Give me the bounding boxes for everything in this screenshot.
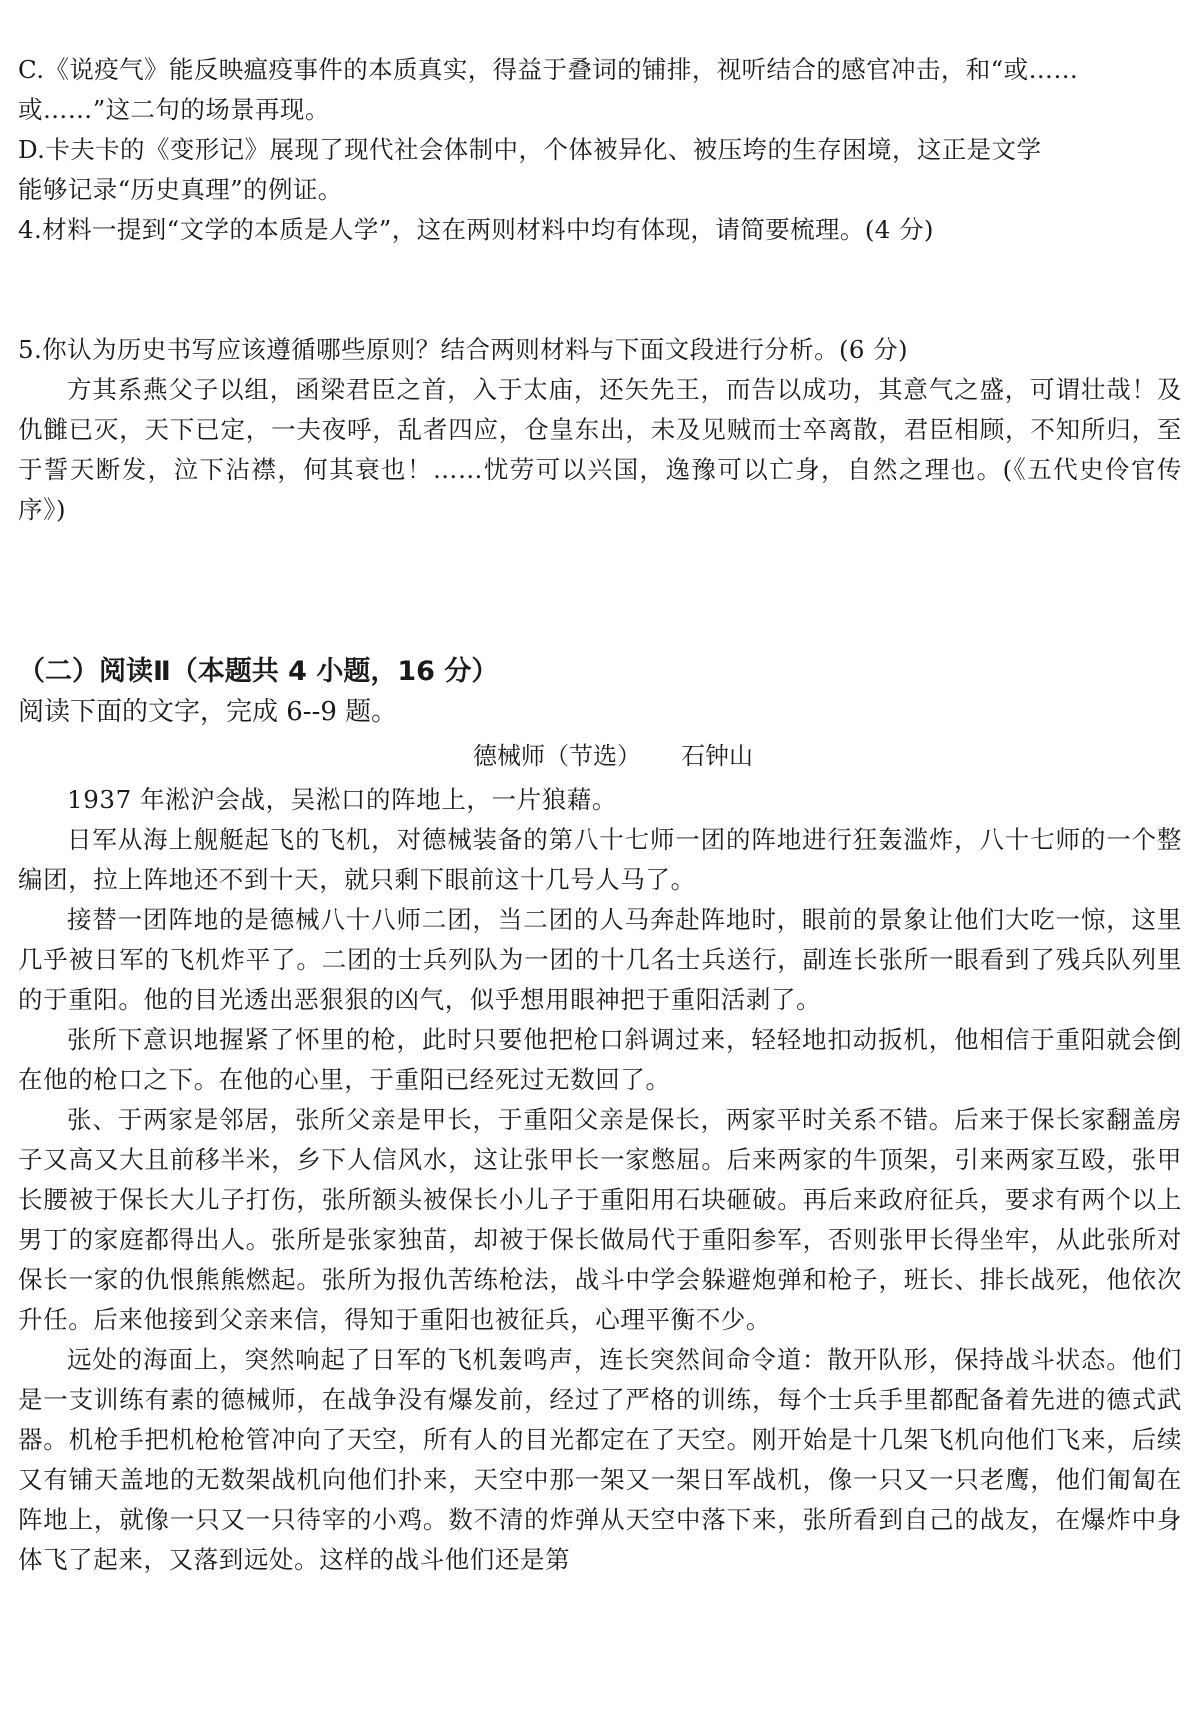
question-5-prompt: 5.你认为历史书写应该遵循哪些原则？结合两则材料与下面文段进行分析。(6 分) [18,335,908,364]
story-paragraph: 张所下意识地握紧了怀里的枪，此时只要他把枪口斜调过来，轻轻地扣动扳机，他相信于重阳就会倒在他的枪口之下。在他的心里，于重阳已经死过无数回了。 [18,1025,1182,1094]
article-heading [18,732,1182,780]
option-d-line1: D.卡夫卡的《变形记》展现了现代社会体制中，个体被异化、被压垮的生存困境，这正是文学 [18,135,1042,164]
story-paragraph: 张、于两家是邻居，张所父亲是甲长，于重阳父亲是保长，两家平时关系不错。后来于保长家翻盖房子又高又大且前移半米，乡下人信风水，这让张甲长一家憋屈。后来两家的牛顶架，引来两家互殴，张甲长腰被于保长大儿子打伤，张所额头被保长小儿子于重阳用石块砸破。再后来政府征兵，要求有两个以上男丁的家庭都得出人。张所是张家独苗，却被于保长做局代于重阳参军，否则张甲长得坐牢，从此张所对保长一家的仇恨熊熊燃起。张所为报仇苦练枪法，战斗中学会躲避炮弹和枪子，班长、排长战死，他依次升任。后来他接到父亲来信，得知于重阳也被征兵，心理平衡不少。 [18,1105,1182,1334]
story-paragraph: 接替一团阵地的是德械八十八师二团，当二团的人马奔赴阵地时，眼前的景象让他们大吃一惊，这里几乎被日军的飞机炸平了。二团的士兵列队为一团的十几名士兵送行，副连长张所一眼看到了残兵队列里的于重阳。他的目光透出恶狠狠的凶气，似乎想用眼神把于重阳活剥了。 [18,905,1182,1014]
option-c-line1: C.《说疫气》能反映瘟疫事件的本质真实，得益于叠词的铺排，视听结合的感官冲击，和“或…… [18,55,1079,84]
story-paragraph: 日军从海上舰艇起飞的飞机，对德械装备的第八十七师一团的阵地进行狂轰滥炸，八十七师的一个整编团，拉上阵地还不到十天，就只剩下眼前这十几号人马了。 [18,825,1182,894]
option-c-line2: 或……”这二句的场景再现。 [18,95,330,124]
reading-instruction: 阅读下面的文字，完成 6--9 题。 [18,697,398,727]
answer-space-q4 [18,250,1182,330]
answer-space-q5 [18,530,1182,652]
article-author: 石钟山 [681,742,753,770]
story-body [18,780,1182,1580]
question-5-excerpt: 方其系燕父子以组，函梁君臣之首，入于太庙，还矢先王，而告以成功，其意气之盛，可谓壮哉！及仇雠已灭，天下已定，一夫夜呼，乱者四应，仓皇东出，未及见贼而士卒离散，君臣相顾，不知所归，至于誓天断发，泣下沾襟，何其衰也！……忧劳可以兴国，逸豫可以亡身，自然之理也。(《五代史伶官传序》) [18,375,1182,524]
question-4: 4.材料一提到“文学的本质是人学”，这在两则材料中均有体现，请简要梳理。(4 分) [18,215,934,244]
option-d-line2: 能够记录“历史真理”的例证。 [18,175,343,204]
story-paragraph: 远处的海面上，突然响起了日军的飞机轰鸣声，连长突然间命令道：散开队形，保持战斗状态。他们是一支训练有素的德械师，在战争没有爆发前，经过了严格的训练，每个士兵手里都配备着先进的德式武器。机枪手把机枪枪管冲向了天空，所有人的目光都定在了天空。刚开始是十几架飞机向他们飞来，后续又有铺天盖地的无数架战机向他们扑来，天空中那一架又一架日军战机，像一只又一只老鹰，他们匍匐在阵地上，就像一只又一只待宰的小鸡。数不清的炸弹从天空中落下来，张所看到自己的战友，在爆炸中身体飞了起来，又落到远处。这样的战斗他们还是第 [18,1345,1182,1574]
section-title: （二）阅读Ⅱ（本题共 4 小题，16 分） [18,656,499,687]
story-paragraph: 1937 年淞沪会战，吴淞口的阵地上，一片狼藉。 [67,785,618,814]
article-title: 德械师（节选） [473,742,641,770]
